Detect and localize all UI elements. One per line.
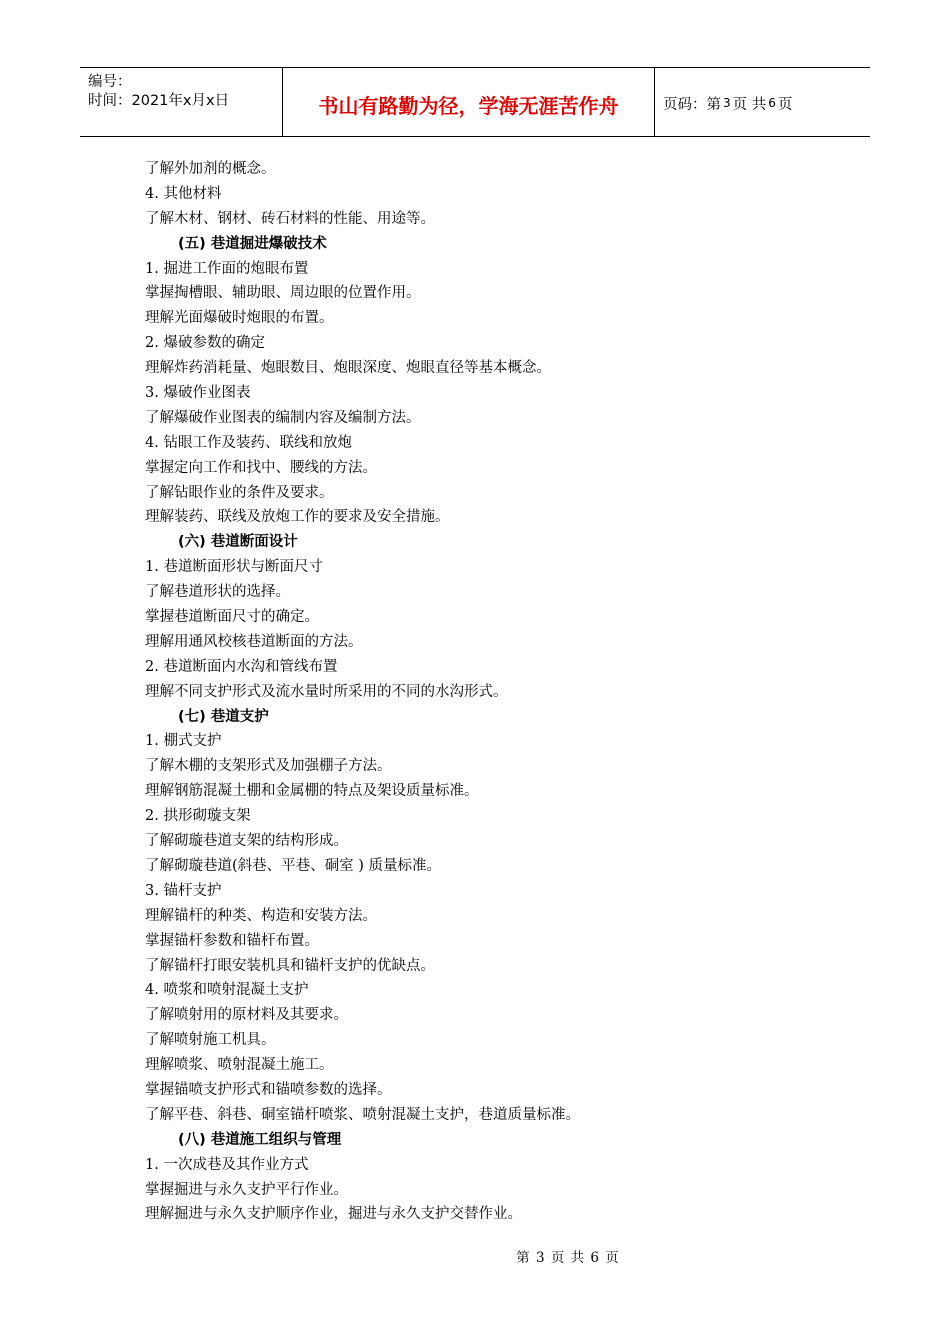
body-line: 1. 掘进工作面的炮眼布置 xyxy=(145,260,309,277)
body-line: 掌握掏槽眼、辅助眼、周边眼的位置作用。 xyxy=(145,285,421,302)
header-page-cell xyxy=(655,68,870,136)
page-header xyxy=(80,67,870,137)
body-line: 了解巷道形状的选择。 xyxy=(145,584,290,601)
body-line: 2. 巷道断面内水沟和管线布置 xyxy=(145,658,338,675)
page-mid: 页 共 xyxy=(732,96,767,113)
body-line: 了解锚杆打眼安装机具和锚杆支护的优缺点。 xyxy=(145,957,435,974)
body-line: 4. 钻眼工作及装药、联线和放炮 xyxy=(145,434,352,451)
section-heading: (六) 巷道断面设计 xyxy=(178,534,298,551)
number-label: 编号： xyxy=(88,74,132,90)
body-line: 掌握锚杆参数和锚杆布置。 xyxy=(145,932,319,949)
body-line: 理解掘进与永久支护顺序作业，掘进与永久支护交替作业。 xyxy=(145,1206,522,1223)
body-line: 了解喷射用的原材料及其要求。 xyxy=(145,1007,348,1024)
body-line: 理解光面爆破时炮眼的布置。 xyxy=(145,310,334,327)
body-line: 理解锚杆的种类、构造和安装方法。 xyxy=(145,907,377,924)
page-suffix: 页 xyxy=(777,96,793,113)
body-line: 了解砌璇巷道(斜巷、平巷、硐室 ) 质量标准。 xyxy=(145,857,442,874)
body-line: 理解不同支护形式及流水量时所采用的不同的水沟形式。 xyxy=(145,683,508,700)
body-line: 掌握定向工作和找中、腰线的方法。 xyxy=(145,459,377,476)
page-prefix: 页码：第 xyxy=(663,96,721,113)
body-line: 1. 巷道断面形状与断面尺寸 xyxy=(145,559,323,576)
body-line: 理解装药、联线及放炮工作的要求及安全措施。 xyxy=(145,509,450,526)
body-line: 2. 爆破参数的确定 xyxy=(145,335,265,352)
body-line: 4. 其他材料 xyxy=(145,185,222,202)
body-line: 掌握掘进与永久支护平行作业。 xyxy=(145,1181,348,1198)
body-line: 掌握巷道断面尺寸的确定。 xyxy=(145,609,319,626)
body-line: 1. 一次成巷及其作业方式 xyxy=(145,1156,309,1173)
page-current: 3 xyxy=(723,96,731,110)
body-line: 3. 锚杆支护 xyxy=(145,882,222,899)
body-line: 了解喷射施工机具。 xyxy=(145,1032,276,1049)
body-line: 理解炸药消耗量、炮眼数目、炮眼深度、炮眼直径等基本概念。 xyxy=(145,360,551,377)
body-line: 了解外加剂的概念。 xyxy=(145,161,276,177)
section-heading: (五) 巷道掘进爆破技术 xyxy=(178,235,327,252)
time-label: 时间：2021年x月x日 xyxy=(88,93,230,109)
body-line: 了解木棚的支架形式及加强棚子方法。 xyxy=(145,758,392,775)
body-line: 了解平巷、斜巷、硐室锚杆喷浆、喷射混凝土支护，巷道质量标准。 xyxy=(145,1106,580,1123)
body-line: 理解喷浆、喷射混凝土施工。 xyxy=(145,1057,334,1074)
motto-text: 书山有路勤为径，学海无涯苦作舟 xyxy=(318,93,619,118)
body-line: 1. 棚式支护 xyxy=(145,733,222,750)
header-motto-cell xyxy=(283,68,655,136)
body-line: 4. 喷浆和喷射混凝土支护 xyxy=(145,982,309,999)
body-line: 了解爆破作业图表的编制内容及编制方法。 xyxy=(145,409,421,426)
section-heading: (八) 巷道施工组织与管理 xyxy=(178,1131,342,1148)
body-line: 掌握锚喷支护形式和锚喷参数的选择。 xyxy=(145,1081,392,1098)
body-line: 了解砌璇巷道支架的结构形成。 xyxy=(145,833,348,850)
body-line: 了解木材、钢材、砖石材料的性能、用途等。 xyxy=(145,210,435,227)
body-line: 3. 爆破作业图表 xyxy=(145,385,251,402)
page-footer: 第 3 页 共 6 页 xyxy=(516,1250,620,1266)
body-line: 理解钢筋混凝土棚和金属棚的特点及架设质量标准。 xyxy=(145,783,479,800)
body-line: 2. 拱形砌璇支架 xyxy=(145,808,251,825)
document-body xyxy=(145,157,845,1227)
body-line: 理解用通风校核巷道断面的方法。 xyxy=(145,633,363,650)
section-heading: (七) 巷道支护 xyxy=(178,708,269,725)
body-line: 了解钻眼作业的条件及要求。 xyxy=(145,484,334,501)
page-total: 6 xyxy=(768,96,776,110)
header-left-cell xyxy=(80,68,283,136)
